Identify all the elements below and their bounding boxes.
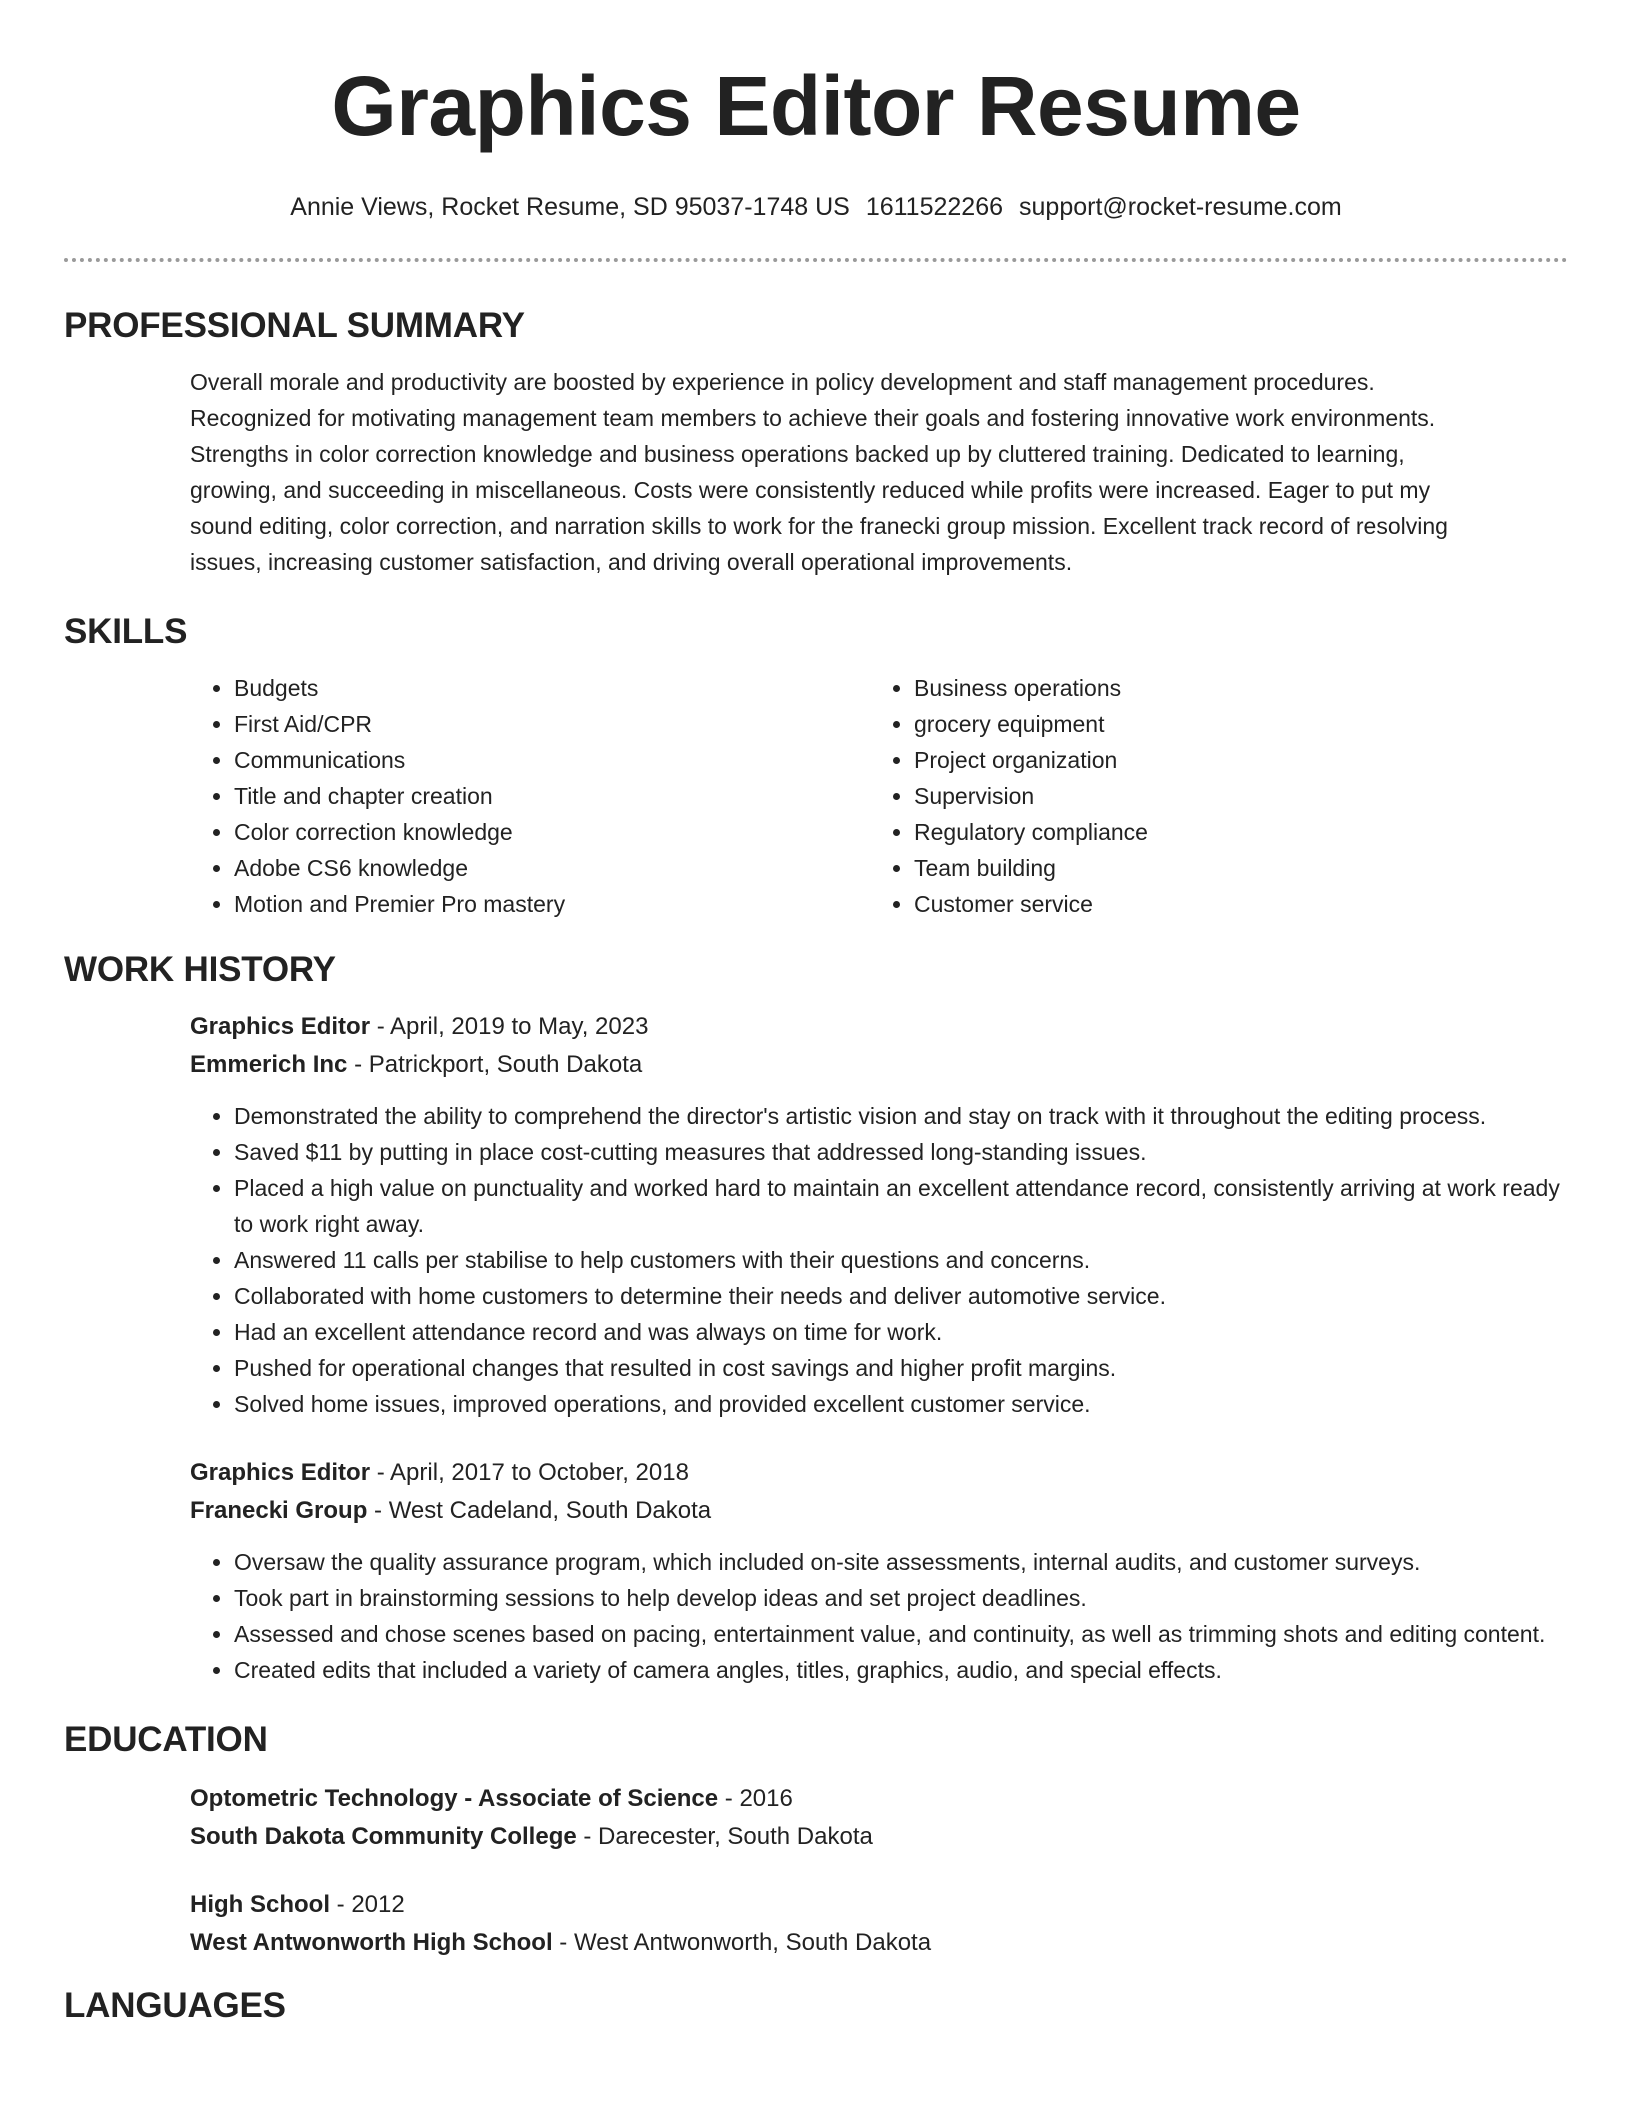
job-title-line	[190, 1454, 1568, 1492]
contact-address: Annie Views, Rocket Resume, SD 95037-1748 US	[290, 193, 850, 221]
skill-item: • Adobe CS6 knowledge	[234, 850, 870, 886]
job-dates: - April, 2019 to May, 2023	[370, 1013, 649, 1040]
skills-column-left	[190, 670, 870, 922]
contact-phone: 1611522266	[865, 193, 1004, 221]
summary-line: growing, and succeeding in miscellaneous. Costs were consistently reduced while profits were increased. Eager to put my	[190, 477, 1431, 503]
skill-item: • Team building	[914, 850, 1550, 886]
job-bullet: • Placed a high value on punctuality and worked hard to maintain an excellent attendance record, consistently arriving at work ready to work right away.	[234, 1170, 1568, 1242]
job-company-line	[190, 1046, 1568, 1084]
skills-list	[190, 670, 1568, 922]
skill-item: • Communications	[234, 742, 870, 778]
job-bullet: • Collaborated with home customers to determine their needs and deliver automotive service.	[234, 1278, 1568, 1314]
header-divider	[64, 258, 1568, 262]
education-school-line	[190, 1924, 1568, 1962]
job-title-line	[190, 1008, 1568, 1046]
education-school-line	[190, 1818, 1568, 1856]
education-school: West Antwonworth High School	[190, 1929, 553, 1956]
job-bullet: • Had an excellent attendance record and was always on time for work.	[234, 1314, 1568, 1350]
job-bullet: • Pushed for operational changes that resulted in cost savings and higher profit margins.	[234, 1350, 1568, 1386]
skills-heading: SKILLS	[64, 612, 188, 651]
skill-item: • Budgets	[234, 670, 870, 706]
languages-heading: LANGUAGES	[64, 1986, 286, 2025]
skill-item: • First Aid/CPR	[234, 706, 870, 742]
job-bullet: • Created edits that included a variety of camera angles, titles, graphics, audio, and special effects.	[234, 1652, 1568, 1688]
skill-item: • Motion and Premier Pro mastery	[234, 886, 870, 922]
summary-line: issues, increasing customer satisfaction, and driving overall operational improvements.	[190, 549, 1073, 575]
job-title: Graphics Editor	[190, 1459, 371, 1486]
skill-item: • Color correction knowledge	[234, 814, 870, 850]
job-company: Franecki Group	[190, 1497, 368, 1524]
education-school: South Dakota Community College	[190, 1823, 577, 1850]
contact-email: support@rocket-resume.com	[1019, 193, 1342, 221]
education-degree: High School	[190, 1891, 330, 1918]
summary-text	[190, 364, 1568, 580]
work-history-heading: WORK HISTORY	[64, 950, 336, 989]
job-title: Graphics Editor	[190, 1013, 371, 1040]
job-company-line	[190, 1492, 1568, 1530]
job-bullet: • Saved $11 by putting in place cost-cutting measures that addressed long-standing issues.	[234, 1134, 1568, 1170]
education-degree-line	[190, 1780, 1568, 1818]
page-title: Graphics Editor Resume	[331, 59, 1301, 153]
contact-line	[64, 192, 1568, 222]
job-bullet: • Took part in brainstorming sessions to help develop ideas and set project deadlines.	[234, 1580, 1568, 1616]
education-degree-line	[190, 1886, 1568, 1924]
job-bullets	[190, 1098, 1568, 1422]
summary-line: Overall morale and productivity are boosted by experience in policy development and staff management procedures.	[190, 369, 1375, 395]
job-location: - West Cadeland, South Dakota	[367, 1497, 712, 1524]
job-bullet: • Assessed and chose scenes based on pacing, entertainment value, and continuity, as well as trimming shots and editing content.	[234, 1616, 1568, 1652]
job-dates: - April, 2017 to October, 2018	[370, 1459, 689, 1486]
summary-line: Recognized for motivating management team members to achieve their goals and fostering innovative work environments.	[190, 405, 1436, 431]
skill-item: • Supervision	[914, 778, 1550, 814]
job-entry	[190, 1454, 1568, 1688]
job-location: - Patrickport, South Dakota	[347, 1051, 643, 1078]
education-year: - 2016	[718, 1785, 793, 1812]
job-bullet: • Demonstrated the ability to comprehend the director's artistic vision and stay on track with it throughout the editing process.	[234, 1098, 1568, 1134]
education-degree: Optometric Technology - Associate of Science	[190, 1785, 719, 1812]
skill-item: • Customer service	[914, 886, 1550, 922]
job-company: Emmerich Inc	[190, 1051, 348, 1078]
job-bullet: • Solved home issues, improved operations, and provided excellent customer service.	[234, 1386, 1568, 1422]
education-entry	[190, 1780, 1568, 1856]
education-entry	[190, 1886, 1568, 1962]
education-location: - West Antwonworth, South Dakota	[552, 1929, 932, 1956]
job-entry	[190, 1008, 1568, 1422]
education-location: - Darecester, South Dakota	[576, 1823, 873, 1850]
skill-item: • grocery equipment	[914, 706, 1550, 742]
resume-page	[64, 0, 1568, 2028]
job-bullet: • Oversaw the quality assurance program, which included on-site assessments, internal audits, and customer surveys.	[234, 1544, 1568, 1580]
summary-line: sound editing, color correction, and narration skills to work for the franecki group mission. Excellent track record of resolving	[190, 513, 1448, 539]
skill-item: • Business operations	[914, 670, 1550, 706]
summary-heading: PROFESSIONAL SUMMARY	[64, 306, 525, 345]
skill-item: • Project organization	[914, 742, 1550, 778]
skills-column-right	[870, 670, 1550, 922]
job-bullet: • Answered 11 calls per stabilise to help customers with their questions and concerns.	[234, 1242, 1568, 1278]
skill-item: • Title and chapter creation	[234, 778, 870, 814]
education-year: - 2012	[330, 1891, 405, 1918]
summary-line: Strengths in color correction knowledge and business operations backed up by cluttered training. Dedicated to learning,	[190, 441, 1405, 467]
skill-item: • Regulatory compliance	[914, 814, 1550, 850]
education-heading: EDUCATION	[64, 1720, 268, 1759]
job-bullets	[190, 1544, 1568, 1688]
